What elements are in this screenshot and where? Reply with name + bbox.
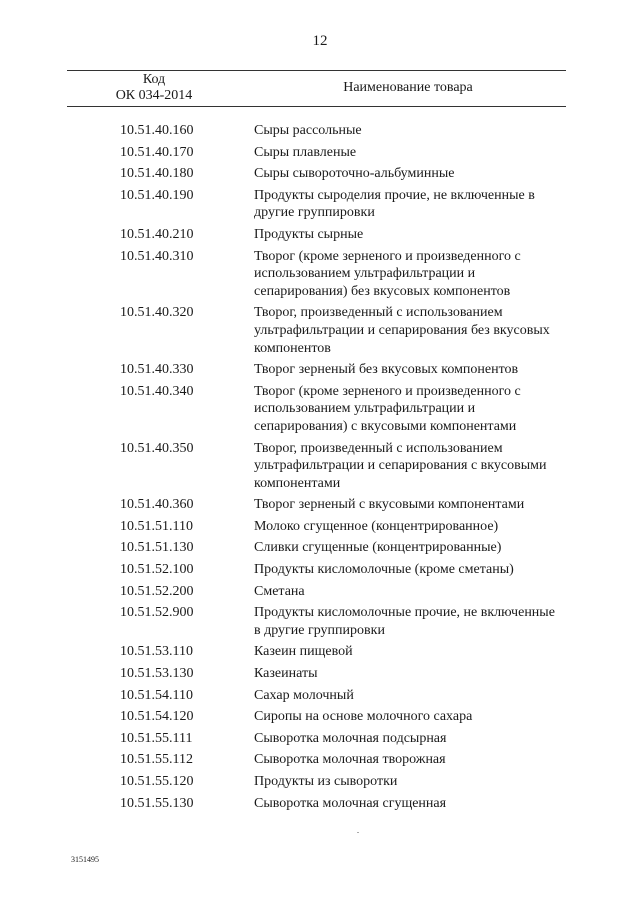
table-top-rule <box>67 70 566 71</box>
column-header-code <box>90 72 218 104</box>
product-name: Казеин пищевой <box>254 644 353 660</box>
table-row <box>0 226 640 244</box>
product-code: 10.51.40.160 <box>120 123 194 138</box>
product-code: 10.51.40.340 <box>120 383 194 399</box>
table-row <box>0 751 640 769</box>
column-header-code-line2: ОК 034-2014 <box>115 88 193 103</box>
table-body <box>0 122 640 816</box>
document-id: 3151495 <box>71 855 99 864</box>
product-code: 10.51.55.130 <box>120 795 194 811</box>
table-row <box>0 708 640 726</box>
product-name: Казеинаты <box>254 666 318 682</box>
product-code: 10.51.40.180 <box>120 166 194 182</box>
column-header-name: Наименование товара <box>343 80 473 95</box>
product-code: 10.51.53.110 <box>120 644 193 660</box>
product-name: Сыры плавленые <box>254 144 357 160</box>
product-name: Сливки сгущенные (концентрированные) <box>254 540 502 556</box>
product-name: Сыворотка молочная творожная <box>254 752 446 768</box>
table-row <box>0 643 640 661</box>
footer-mark: . <box>357 826 359 835</box>
product-code: 10.51.40.320 <box>120 305 194 321</box>
table-row <box>0 561 640 579</box>
table-row <box>0 187 640 222</box>
table-header-rule <box>67 106 566 107</box>
table-row <box>0 361 640 379</box>
product-code: 10.51.54.120 <box>120 709 194 725</box>
product-name: Сметана <box>254 583 305 599</box>
table-row <box>0 518 640 536</box>
product-name: Молоко сгущенное (концентрированное) <box>254 518 499 534</box>
product-name: Сиропы на основе молочного сахара <box>254 709 473 725</box>
table-row <box>0 144 640 162</box>
table-row <box>0 773 640 791</box>
product-name: Сыворотка молочная сгущенная <box>254 795 447 811</box>
product-name: Творог зерненый без вкусовых компонентов <box>254 362 519 378</box>
table-row <box>0 165 640 183</box>
product-name: Продукты кисломолочные прочие, не включенные в другие группировки <box>254 605 555 638</box>
table-row <box>0 122 640 140</box>
product-code: 10.51.52.200 <box>120 583 194 599</box>
table-row <box>0 665 640 683</box>
table-row <box>0 383 640 436</box>
table-row <box>0 440 640 493</box>
table-row <box>0 304 640 357</box>
product-code: 10.51.54.110 <box>120 687 193 703</box>
product-name: Творог (кроме зерненого и произведенного с использованием ультрафильтрации и сепарирования) с вкусовыми компонентами <box>254 383 521 434</box>
product-code: 10.51.40.210 <box>120 226 194 242</box>
product-name: Продукты сырные <box>254 226 364 242</box>
table-row <box>0 687 640 705</box>
product-name: Сыворотка молочная подсырная <box>254 730 447 746</box>
product-code: 10.51.40.190 <box>120 187 194 203</box>
page-number: 12 <box>312 33 328 49</box>
product-code: 10.51.40.330 <box>120 362 194 378</box>
product-code: 10.51.40.360 <box>120 497 194 513</box>
product-code: 10.51.53.130 <box>120 666 194 682</box>
product-code: 10.51.52.900 <box>120 605 194 621</box>
table-row <box>0 795 640 813</box>
product-name: Сыры рассольные <box>254 123 362 138</box>
product-name: Продукты из сыворотки <box>254 774 398 789</box>
product-code: 10.51.55.111 <box>120 730 193 746</box>
product-code: 10.51.51.110 <box>120 518 193 534</box>
product-code: 10.51.40.350 <box>120 440 194 456</box>
table-row <box>0 539 640 557</box>
product-name: Творог (кроме зерненого и произведенного с использованием ультрафильтрации и сепарирования) без вкусовых компонентов <box>254 248 521 299</box>
table-row <box>0 604 640 639</box>
column-header-code-line1: Код <box>142 72 166 87</box>
product-code: 10.51.55.112 <box>120 752 193 768</box>
product-name: Творог, произведенный с использованием ультрафильтрации и сепарирования без вкусовых компонентов <box>254 305 550 356</box>
table-row <box>0 730 640 748</box>
product-code: 10.51.40.170 <box>120 144 194 160</box>
product-name: Сахар молочный <box>254 687 354 703</box>
product-name: Продукты кисломолочные (кроме сметаны) <box>254 562 514 578</box>
table-row <box>0 583 640 601</box>
product-name: Творог зерненый с вкусовыми компонентами <box>254 497 525 513</box>
product-code: 10.51.40.310 <box>120 248 194 264</box>
table-row <box>0 248 640 301</box>
product-code: 10.51.55.120 <box>120 774 194 789</box>
table-row <box>0 496 640 514</box>
product-code: 10.51.51.130 <box>120 540 194 556</box>
product-name: Сыры сывороточно-альбуминные <box>254 166 455 182</box>
product-name: Продукты сыроделия прочие, не включенные в другие группировки <box>254 187 535 221</box>
product-name: Творог, произведенный с использованием ультрафильтрации и сепарирования с вкусовыми компонентами <box>254 440 547 491</box>
product-code: 10.51.52.100 <box>120 562 194 578</box>
